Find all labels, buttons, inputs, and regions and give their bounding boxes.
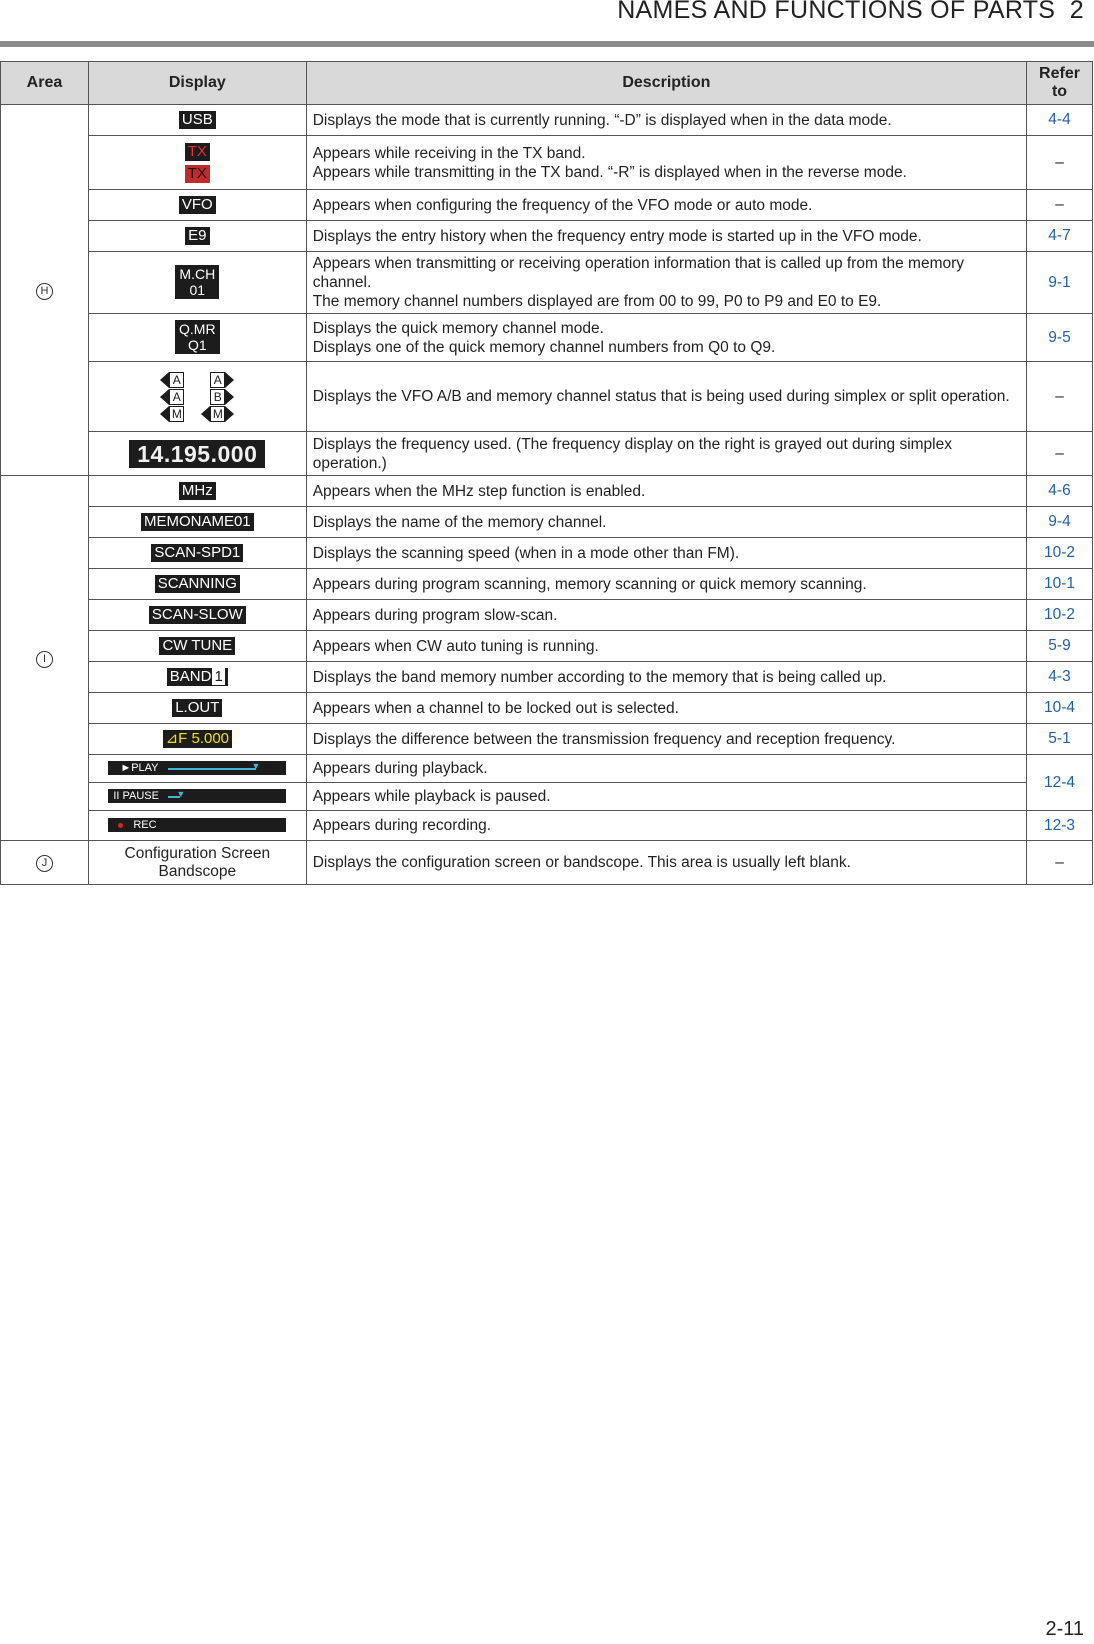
table-row [1,136,1093,190]
description-cell [306,600,1026,631]
refer-link[interactable]: 10-2 [1027,538,1093,569]
band-label: BAND [169,668,212,685]
vfo-a-box: A [169,389,184,405]
parts-table [0,61,1093,885]
pause-marker-icon: ▼ [176,789,186,800]
description-text: Appears when a channel to be locked out is selected. [312,699,679,717]
header-rule [0,41,1094,47]
refer-value: – [1027,432,1093,476]
description-text: Displays the difference between the transmission frequency and reception frequency. [312,730,896,748]
table-row [1,783,1093,811]
table-row [1,755,1093,783]
description-text: Displays the scanning speed (when in a mode other than FM). [312,544,740,562]
refer-link[interactable]: 4-4 [1027,105,1093,136]
mhz-indicator: MHz [179,482,216,500]
col-header-display: Display [88,62,306,105]
usb-indicator: USB [179,111,216,129]
description-text: Displays the band memory number according to the memory that is being called up. [312,668,887,686]
chapter-number: 2 [1069,0,1084,24]
description-text: Appears when CW auto tuning is running. [312,637,599,655]
description-cell [306,221,1026,252]
refer-value: – [1027,190,1093,221]
display-cell [88,755,306,783]
area-cell-h [1,105,89,476]
rec-label: REC [133,819,157,832]
description-text: Appears when the MHz step function is enabled. [312,482,646,500]
description-text: Appears during program scanning, memory scanning or quick memory scanning. [312,575,867,593]
vfo-indicator: VFO [179,196,216,214]
refer-link[interactable]: 4-3 [1027,662,1093,693]
description-text: Appears when transmitting or receiving operation information that is called up from the memory channel. [312,255,965,291]
page-number: 2-11 [1045,1618,1084,1640]
display-cell [88,538,306,569]
table-row [1,432,1093,476]
description-text: Displays the mode that is currently running. “-D” is displayed when in the data mode. [312,111,892,129]
scan-slow-indicator: SCAN-SLOW [149,606,246,624]
refer-link[interactable]: 5-9 [1027,631,1093,662]
refer-link[interactable]: 4-6 [1027,476,1093,507]
col-header-area: Area [1,62,89,105]
left-triangle-icon [201,406,210,422]
description-text: Appears while playback is paused. [312,788,551,805]
area-cell-j [1,841,89,885]
scan-speed-indicator: SCAN-SPD1 [151,544,243,562]
table-row [1,811,1093,841]
area-cell-i [1,476,89,841]
area-label-i: I [36,651,53,668]
table-row [1,600,1093,631]
tx-receive-indicator: TX [185,143,210,161]
description-text: Displays one of the quick memory channel numbers from Q0 to Q9. [312,338,776,356]
play-bar-indicator [108,761,286,775]
rec-bar-indicator [108,818,286,832]
table-row [1,314,1093,362]
description-cell [306,811,1026,841]
header-title-text: NAMES AND FUNCTIONS OF PARTS [617,0,1056,24]
display-cell [88,362,306,432]
description-cell [306,314,1026,362]
display-cell [88,662,306,693]
configuration-screen-label: Configuration Screen [124,844,271,862]
display-cell [88,841,306,885]
area-label-j: J [36,855,53,872]
col-header-description: Description [306,62,1026,105]
playback-progress-line [168,768,256,770]
description-cell [306,507,1026,538]
description-cell [306,724,1026,755]
bandscope-label: Bandscope [158,862,237,880]
band-memory-indicator [167,668,228,686]
refer-value: – [1027,362,1093,432]
vfo-a-box: A [169,372,184,388]
table-header-row [1,62,1093,105]
display-cell [88,811,306,841]
area-label-h: H [36,283,53,300]
display-cell [88,432,306,476]
description-cell [306,476,1026,507]
memory-name-indicator: MEMONAME01 [141,513,254,531]
display-cell [88,136,306,190]
quick-memory-label: Q.MR [179,321,216,337]
vfo-a-box: A [210,372,225,388]
display-cell [88,693,306,724]
refer-link[interactable]: 12-4 [1027,755,1093,811]
page-header-title [617,0,1084,25]
display-cell [88,724,306,755]
memory-channel-label: M.CH [179,266,216,282]
lockout-indicator: L.OUT [172,699,222,717]
refer-link[interactable]: 10-2 [1027,600,1093,631]
table-row [1,476,1093,507]
description-text: Displays the frequency used. (The frequency display on the right is grayed out during simplex operation.) [312,435,952,472]
description-text: Appears during playback. [312,760,488,777]
refer-link[interactable]: 5-1 [1027,724,1093,755]
description-cell [306,662,1026,693]
refer-value: – [1027,136,1093,190]
memory-channel-number: 01 [189,282,206,298]
table-row [1,221,1093,252]
description-cell [306,136,1026,190]
table-row [1,841,1093,885]
display-cell [88,314,306,362]
left-triangle-icon [160,389,169,405]
refer-link[interactable]: 10-4 [1027,693,1093,724]
table-row [1,631,1093,662]
band-number: 1 [214,668,223,685]
left-triangle-icon [160,372,169,388]
description-text: Displays the quick memory channel mode. [312,319,604,337]
right-triangle-icon [225,389,234,405]
display-cell [88,600,306,631]
quick-memory-indicator [175,320,220,354]
entry-history-indicator: E9 [185,227,209,245]
refer-link[interactable]: 10-1 [1027,569,1093,600]
description-text: Displays the VFO A/B and memory channel status that is being used during simplex or split operation. [312,388,1010,405]
table-row [1,538,1093,569]
table-row [1,105,1093,136]
record-dot-icon [118,823,123,828]
vfo-ab-memory-indicators [160,372,234,422]
description-cell [306,841,1026,885]
description-text: Appears while receiving in the TX band. [312,144,586,162]
description-cell [306,432,1026,476]
description-text: Appears when configuring the frequency of the VFO mode or auto mode. [312,196,813,214]
description-text: Appears during program slow-scan. [312,606,558,624]
quick-memory-number: Q1 [187,337,207,353]
right-triangle-icon [225,372,234,388]
display-cell [88,221,306,252]
description-cell [306,693,1026,724]
table-row [1,190,1093,221]
scanning-indicator: SCANNING [155,575,240,593]
table-row [1,569,1093,600]
cw-tune-indicator: CW TUNE [159,637,235,655]
memory-box: M [169,406,184,422]
table-row [1,362,1093,432]
description-cell [306,252,1026,314]
description-cell [306,569,1026,600]
table-row [1,507,1093,538]
table-row [1,724,1093,755]
refer-link[interactable]: 9-4 [1027,507,1093,538]
memory-box: M [210,406,225,422]
display-cell [88,631,306,662]
description-text: The memory channel numbers displayed are from 00 to 99, P0 to P9 and E0 to E9. [312,293,882,310]
frequency-display: 14.195.000 [129,440,265,468]
left-triangle-icon [160,406,169,422]
description-text: Displays the configuration screen or bandscope. This area is usually left blank. [312,854,851,871]
display-cell [88,105,306,136]
refer-link[interactable]: 12-3 [1027,811,1093,841]
description-text: Appears while transmitting in the TX band. “-R” is displayed when in the reverse mode. [312,163,907,181]
display-cell [88,783,306,811]
playback-marker-icon: ▼ [251,761,261,772]
description-cell [306,105,1026,136]
description-text: Displays the entry history when the frequency entry mode is started up in the VFO mode. [312,227,922,245]
table-row [1,693,1093,724]
display-cell [88,507,306,538]
description-cell [306,190,1026,221]
right-triangle-icon [225,406,234,422]
pause-bar-indicator [108,789,286,803]
vfo-b-box: B [210,389,225,405]
description-text: Displays the name of the memory channel. [312,513,607,531]
pause-label: II PAUSE [113,790,159,803]
memory-channel-indicator [175,265,219,299]
display-cell [88,569,306,600]
display-cell [88,190,306,221]
play-label: ►PLAY [120,762,159,775]
description-cell [306,631,1026,662]
refer-value: – [1027,841,1093,885]
table-row [1,662,1093,693]
display-cell [88,476,306,507]
tx-transmit-indicator: TX [185,165,210,183]
col-header-refer: Refer to [1027,62,1093,105]
description-cell [306,538,1026,569]
table-row [1,252,1093,314]
refer-link[interactable]: 9-5 [1027,314,1093,362]
refer-link[interactable]: 9-1 [1027,252,1093,314]
description-text: Appears during recording. [312,817,492,834]
display-cell [88,252,306,314]
description-cell [306,362,1026,432]
delta-frequency-indicator: ⊿F 5.000 [163,730,232,748]
refer-link[interactable]: 4-7 [1027,221,1093,252]
description-cell [306,783,1026,811]
description-cell [306,755,1026,783]
